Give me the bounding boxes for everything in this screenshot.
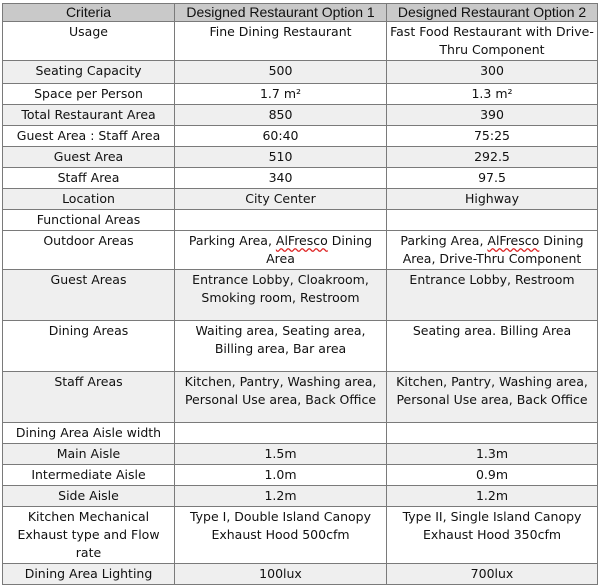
cell-text: Dining Area: [266, 233, 373, 266]
table-row: [3, 321, 598, 372]
option-1-cell: 1.7 m²: [175, 84, 387, 105]
option-2-cell: 1.2m: [387, 486, 598, 507]
option-1-cell: City Center: [175, 189, 387, 210]
option-2-cell: 700lux: [387, 564, 598, 585]
option-1-cell: 100lux: [175, 564, 387, 585]
option-1-cell: 510: [175, 147, 387, 168]
criteria-cell: Total Restaurant Area: [3, 105, 175, 126]
criteria-cell: Functional Areas: [3, 210, 175, 231]
option-2-cell: 0.9m: [387, 465, 598, 486]
option-2-cell: Kitchen, Pantry, Washing area, Personal Use area, Back Office: [387, 372, 598, 423]
table-row: [3, 231, 598, 270]
option-2-cell: [387, 423, 598, 444]
option-1-cell: Waiting area, Seating area, Billing area, Bar area: [175, 321, 387, 372]
option-2-cell: 75:25: [387, 126, 598, 147]
criteria-cell: Outdoor Areas: [3, 231, 175, 270]
criteria-cell: Side Aisle: [3, 486, 175, 507]
criteria-cell: Usage: [3, 22, 175, 61]
option-2-cell: Highway: [387, 189, 598, 210]
criteria-cell: Location: [3, 189, 175, 210]
table-row: [3, 147, 598, 168]
table-row: [3, 61, 598, 84]
option-1-cell: Entrance Lobby, Cloakroom, Smoking room, Restroom: [175, 270, 387, 321]
criteria-cell: Dining Area Lighting: [3, 564, 175, 585]
option-2-cell: Type II, Single Island Canopy Exhaust Hood 350cfm: [387, 507, 598, 564]
table-row: [3, 270, 598, 321]
option-2-cell: 390: [387, 105, 598, 126]
criteria-cell: Dining Area Aisle width: [3, 423, 175, 444]
table-row: [3, 105, 598, 126]
option-1-cell: 1.0m: [175, 465, 387, 486]
option-1-cell: 1.2m: [175, 486, 387, 507]
spellcheck-flagged-word: AlFresco: [275, 233, 328, 248]
option-2-cell: Fast Food Restaurant with Drive-Thru Component: [387, 22, 598, 61]
table-row: [3, 423, 598, 444]
criteria-cell: Space per Person: [3, 84, 175, 105]
criteria-cell: Dining Areas: [3, 321, 175, 372]
table-row: [3, 486, 598, 507]
option-1-cell: 340: [175, 168, 387, 189]
option-1-cell: 500: [175, 61, 387, 84]
table-row: [3, 564, 598, 585]
cell-text: Parking Area,: [400, 233, 488, 248]
criteria-cell: Guest Area: [3, 147, 175, 168]
criteria-cell: Kitchen Mechanical Exhaust type and Flow rate: [3, 507, 175, 564]
cell-text: Parking Area,: [188, 233, 276, 248]
criteria-cell: Seating Capacity: [3, 61, 175, 84]
option-2-cell: 300: [387, 61, 598, 84]
header-row: [3, 4, 598, 22]
table-row: [3, 168, 598, 189]
criteria-cell: Staff Areas: [3, 372, 175, 423]
criteria-cell: Main Aisle: [3, 444, 175, 465]
table-row: [3, 210, 598, 231]
option-2-cell: Seating area. Billing Area: [387, 321, 598, 372]
criteria-cell: Guest Areas: [3, 270, 175, 321]
option-1-cell: Fine Dining Restaurant: [175, 22, 387, 61]
table-row: [3, 126, 598, 147]
criteria-cell: Intermediate Aisle: [3, 465, 175, 486]
table-row: [3, 465, 598, 486]
table-row: [3, 444, 598, 465]
table-row: [3, 507, 598, 564]
option-2-cell: Entrance Lobby, Restroom: [387, 270, 598, 321]
table-row: [3, 84, 598, 105]
option-2-cell: 97.5: [387, 168, 598, 189]
header-option-2: Designed Restaurant Option 2: [387, 4, 598, 22]
option-2-cell: [387, 231, 598, 270]
option-1-cell: [175, 231, 387, 270]
option-2-cell: 292.5: [387, 147, 598, 168]
spellcheck-flagged-word: AlFresco: [487, 233, 540, 248]
header-option-1: Designed Restaurant Option 1: [175, 4, 387, 22]
cell-text: Dining Area, Drive-Thru Component: [402, 233, 584, 266]
option-2-cell: [387, 210, 598, 231]
option-1-cell: [175, 210, 387, 231]
option-1-cell: Type I, Double Island Canopy Exhaust Hood 500cfm: [175, 507, 387, 564]
option-1-cell: [175, 423, 387, 444]
criteria-cell: Guest Area : Staff Area: [3, 126, 175, 147]
table-row: [3, 22, 598, 61]
table-row: [3, 189, 598, 210]
option-1-cell: 60:40: [175, 126, 387, 147]
restaurant-comparison-table: [2, 3, 598, 585]
option-2-cell: 1.3 m²: [387, 84, 598, 105]
criteria-cell: Staff Area: [3, 168, 175, 189]
header-criteria: Criteria: [3, 4, 175, 22]
option-2-cell: 1.3m: [387, 444, 598, 465]
table-row: [3, 372, 598, 423]
option-1-cell: 1.5m: [175, 444, 387, 465]
option-1-cell: Kitchen, Pantry, Washing area, Personal Use area, Back Office: [175, 372, 387, 423]
option-1-cell: 850: [175, 105, 387, 126]
